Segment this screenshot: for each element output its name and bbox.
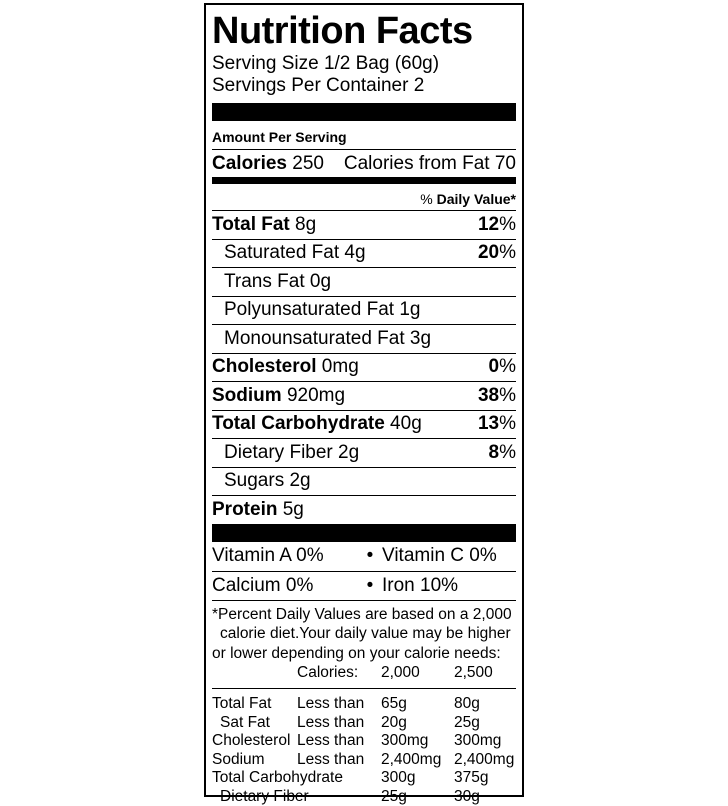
reference-2500: 80g bbox=[454, 695, 514, 714]
nutrient-amount: 8g bbox=[290, 214, 316, 235]
thick-divider bbox=[212, 524, 516, 542]
reference-2500: 375g bbox=[454, 769, 514, 788]
daily-value-percent bbox=[478, 413, 516, 435]
reference-limit: Less than bbox=[297, 714, 381, 733]
nutrient-label bbox=[212, 356, 359, 378]
calories-2500: 2,500 bbox=[454, 663, 493, 682]
daily-value-percent bbox=[489, 442, 516, 464]
nutrient-row bbox=[212, 438, 516, 467]
nutrient-label bbox=[212, 470, 311, 492]
vitamin-left: Vitamin A 0% bbox=[212, 545, 358, 567]
nutrient-name: Sugars bbox=[224, 470, 284, 491]
nutrient-amount: 5g bbox=[277, 499, 303, 520]
thick-divider bbox=[212, 103, 516, 121]
reference-nutrient: Total Fat bbox=[212, 695, 297, 714]
percent-symbol: % bbox=[499, 214, 516, 235]
calories-label: Calories bbox=[212, 153, 287, 174]
nutrient-row bbox=[212, 353, 516, 382]
nutrient-name: Total Fat bbox=[212, 214, 290, 235]
calories-value: 250 bbox=[287, 153, 324, 174]
reference-2000: 25g bbox=[381, 788, 454, 806]
percent-symbol: % bbox=[499, 385, 516, 406]
reference-nutrient: Dietary Fiber bbox=[212, 788, 297, 806]
nutrient-list bbox=[212, 210, 516, 524]
nutrient-name: Monounsaturated Fat bbox=[224, 328, 405, 349]
reference-2000: 300mg bbox=[381, 732, 454, 751]
reference-2500: 300mg bbox=[454, 732, 514, 751]
footnote-line: calorie diet.Your daily value may be higher bbox=[212, 624, 516, 644]
nutrient-row bbox=[212, 467, 516, 496]
nutrient-name: Dietary Fiber bbox=[224, 442, 333, 463]
percent-value: 12 bbox=[478, 214, 499, 235]
calories-2000: 2,000 bbox=[381, 663, 454, 682]
nutrient-label bbox=[212, 328, 431, 350]
nutrient-name: Trans Fat bbox=[224, 271, 305, 292]
reference-row bbox=[212, 788, 516, 806]
reference-row bbox=[212, 714, 516, 733]
daily-value-header bbox=[212, 184, 516, 210]
nutrient-amount: 4g bbox=[339, 242, 365, 263]
footnote-line: *Percent Daily Values are based on a 2,000 bbox=[212, 605, 516, 625]
footnote-line: or lower depending on your calorie needs: bbox=[212, 644, 516, 664]
nutrient-row bbox=[212, 381, 516, 410]
nutrient-amount: 3g bbox=[405, 328, 431, 349]
nutrient-name: Polyunsaturated Fat bbox=[224, 299, 394, 320]
reference-2500: 25g bbox=[454, 714, 514, 733]
bullet-separator: • bbox=[358, 575, 382, 597]
daily-value-percent bbox=[478, 385, 516, 407]
nutrient-name: Total Carbohydrate bbox=[212, 413, 385, 434]
reference-row bbox=[212, 732, 516, 751]
nutrient-amount: 920mg bbox=[282, 385, 345, 406]
vitamin-right: Iron 10% bbox=[382, 575, 458, 597]
percent-value: 8 bbox=[489, 442, 500, 463]
nutrient-label bbox=[212, 214, 316, 236]
amount-per-serving: Amount Per Serving bbox=[212, 121, 516, 149]
percent-symbol: % bbox=[499, 356, 516, 377]
reference-nutrient: Cholesterol bbox=[212, 732, 297, 751]
nutrient-row bbox=[212, 239, 516, 268]
nutrient-row bbox=[212, 495, 516, 524]
reference-2500: 30g bbox=[454, 788, 514, 806]
nutrient-row bbox=[212, 296, 516, 325]
reference-nutrient: Total Carbohydrate bbox=[212, 769, 381, 788]
nutrient-amount: 40g bbox=[385, 413, 422, 434]
nutrient-row bbox=[212, 267, 516, 296]
nutrient-amount: 0mg bbox=[317, 356, 359, 377]
nutrient-row bbox=[212, 210, 516, 239]
vitamin-row bbox=[212, 571, 516, 600]
reference-2500: 2,400mg bbox=[454, 751, 514, 770]
percent-value: 13 bbox=[478, 413, 499, 434]
reference-limit: Less than bbox=[297, 732, 381, 751]
nutrient-label bbox=[212, 442, 359, 464]
nutrient-label bbox=[212, 499, 304, 521]
reference-2000: 2,400mg bbox=[381, 751, 454, 770]
reference-nutrient: Sodium bbox=[212, 751, 297, 770]
nutrient-amount: 1g bbox=[394, 299, 420, 320]
nutrition-facts-panel bbox=[204, 3, 524, 797]
reference-row bbox=[212, 751, 516, 770]
vitamin-list bbox=[212, 542, 516, 600]
daily-value-percent bbox=[478, 242, 516, 264]
reference-row bbox=[212, 769, 516, 788]
percent-value: 0 bbox=[489, 356, 500, 377]
reference-limit: Less than bbox=[297, 751, 381, 770]
percent-symbol: % bbox=[499, 413, 516, 434]
medium-divider bbox=[212, 177, 516, 184]
nutrient-label bbox=[212, 271, 331, 293]
serving-size: Serving Size 1/2 Bag (60g) bbox=[212, 53, 516, 75]
panel-title: Nutrition Facts bbox=[212, 9, 516, 53]
nutrient-name: Sodium bbox=[212, 385, 282, 406]
calories-from-fat: Calories from Fat 70 bbox=[344, 152, 516, 176]
daily-value-percent bbox=[489, 356, 516, 378]
reference-limit bbox=[297, 788, 381, 806]
percent-symbol: % bbox=[499, 442, 516, 463]
nutrient-amount: 2g bbox=[333, 442, 359, 463]
reference-limit: Less than bbox=[297, 695, 381, 714]
calories-ref-label: Calories: bbox=[297, 663, 381, 682]
servings-per-container: Servings Per Container 2 bbox=[212, 75, 516, 97]
reference-nutrient: Sat Fat bbox=[212, 714, 297, 733]
daily-value-label: Daily Value* bbox=[437, 191, 516, 207]
nutrient-name: Cholesterol bbox=[212, 356, 317, 377]
nutrient-label bbox=[212, 385, 345, 407]
nutrient-label bbox=[212, 242, 366, 264]
calories bbox=[212, 152, 324, 176]
reference-row bbox=[212, 695, 516, 714]
nutrient-name: Protein bbox=[212, 499, 277, 520]
nutrient-row bbox=[212, 410, 516, 439]
calories-row bbox=[212, 150, 516, 177]
nutrient-amount: 2g bbox=[284, 470, 310, 491]
nutrient-label bbox=[212, 413, 422, 435]
vitamin-left: Calcium 0% bbox=[212, 575, 358, 597]
percent-symbol: % bbox=[499, 242, 516, 263]
daily-value-prefix: % bbox=[420, 191, 436, 207]
footnote bbox=[212, 601, 516, 683]
reference-2000: 65g bbox=[381, 695, 454, 714]
nutrient-amount: 0g bbox=[305, 271, 331, 292]
reference-table bbox=[212, 689, 516, 806]
reference-2000: 300g bbox=[381, 769, 454, 788]
vitamin-right: Vitamin C 0% bbox=[382, 545, 497, 567]
calories-reference-header bbox=[212, 663, 516, 682]
nutrient-name: Saturated Fat bbox=[224, 242, 339, 263]
percent-value: 20 bbox=[478, 242, 499, 263]
nutrient-label bbox=[212, 299, 420, 321]
percent-value: 38 bbox=[478, 385, 499, 406]
daily-value-percent bbox=[478, 214, 516, 236]
nutrient-row bbox=[212, 324, 516, 353]
vitamin-row bbox=[212, 542, 516, 571]
bullet-separator: • bbox=[358, 545, 382, 567]
reference-2000: 20g bbox=[381, 714, 454, 733]
